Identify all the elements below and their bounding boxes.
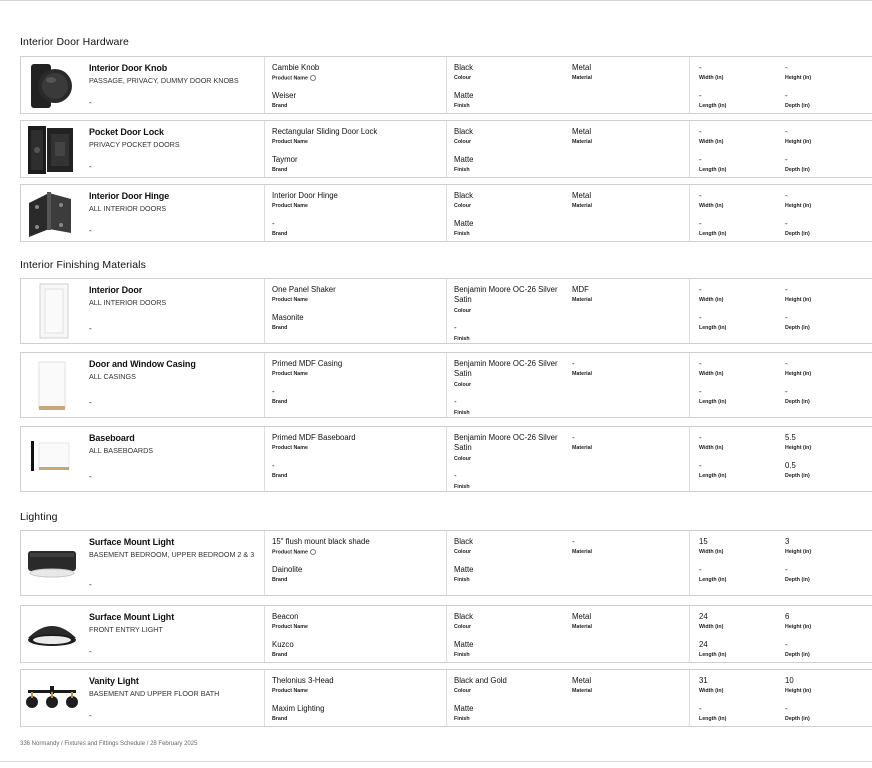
- material-cell: [563, 606, 690, 662]
- section-title-finishing-materials: Interior Finishing Materials: [20, 259, 146, 271]
- colour-label: Colour: [454, 382, 472, 388]
- product-name-label: Product Name: [272, 688, 308, 694]
- depth-label: Depth (in): [785, 473, 810, 479]
- product-name-value: Beacon: [272, 612, 299, 621]
- brand-label: Brand: [272, 652, 288, 658]
- product-brand-cell: [265, 121, 447, 177]
- height-value: 3: [785, 537, 790, 546]
- length-value: -: [699, 219, 702, 228]
- width-value: -: [699, 359, 702, 368]
- depth-value: -: [785, 387, 788, 396]
- product-name-value: Thelonius 3-Head: [272, 676, 334, 685]
- depth-label: Depth (in): [785, 231, 810, 237]
- height-value: -: [785, 191, 788, 200]
- material-value: -: [572, 359, 575, 368]
- brand-label: Brand: [272, 716, 288, 722]
- width-length-cell: [690, 121, 776, 177]
- schedule-row: [20, 120, 872, 178]
- item-title: Interior Door: [89, 285, 143, 295]
- item-thumbnail: [21, 427, 87, 491]
- finish-label: Finish: [454, 336, 470, 342]
- finish-value: Matte: [454, 219, 474, 228]
- length-value: -: [699, 91, 702, 100]
- item-location: BASEMENT BEDROOM, UPPER BEDROOM 2 & 3: [89, 550, 255, 559]
- colour-finish-cell: [447, 606, 563, 662]
- height-value: 6: [785, 612, 790, 621]
- height-label: Height (in): [785, 549, 812, 555]
- width-label: Width (in): [699, 75, 724, 81]
- colour-label: Colour: [454, 308, 472, 314]
- finish-value: Matte: [454, 91, 474, 100]
- brand-value: Masonite: [272, 313, 304, 322]
- material-label: Material: [572, 139, 593, 145]
- material-cell: [563, 670, 690, 726]
- item-location: PASSAGE, PRIVACY, DUMMY DOOR KNOBS: [89, 76, 239, 85]
- item-thumbnail: [21, 279, 87, 343]
- finish-value: Matte: [454, 565, 474, 574]
- schedule-row: [20, 278, 872, 344]
- width-length-cell: [690, 185, 776, 241]
- height-depth-cell: [776, 121, 872, 177]
- colour-label: Colour: [454, 624, 472, 630]
- item-name-cell: [87, 185, 265, 241]
- length-label: Length (in): [699, 577, 727, 583]
- width-label: Width (in): [699, 445, 724, 451]
- width-label: Width (in): [699, 624, 724, 630]
- width-value: -: [699, 127, 702, 136]
- height-value: 5.5: [785, 433, 796, 442]
- link-icon[interactable]: [309, 548, 317, 556]
- colour-value: Black: [454, 63, 474, 72]
- schedule-row: [20, 352, 872, 418]
- casing-icon: [33, 358, 73, 414]
- height-depth-cell: [776, 57, 872, 113]
- width-label: Width (in): [699, 688, 724, 694]
- colour-value: Benjamin Moore OC-26 Silver Satin: [454, 359, 558, 378]
- item-name-cell: [87, 670, 265, 726]
- item-name-cell: [87, 531, 265, 595]
- product-brand-cell: [265, 57, 447, 113]
- baseboard-icon: [29, 439, 73, 479]
- colour-value: Black: [454, 537, 474, 546]
- colour-finish-cell: [447, 531, 563, 595]
- item-title: Door and Window Casing: [89, 359, 196, 369]
- colour-finish-cell: [447, 670, 563, 726]
- depth-label: Depth (in): [785, 716, 810, 722]
- item-note: -: [89, 398, 92, 407]
- item-location: PRIVACY POCKET DOORS: [89, 140, 180, 149]
- brand-label: Brand: [272, 473, 288, 479]
- product-name-value: Primed MDF Casing: [272, 359, 343, 368]
- item-location: ALL CASINGS: [89, 372, 136, 381]
- product-name-label: Product Name: [272, 203, 308, 209]
- length-label: Length (in): [699, 103, 727, 109]
- item-location: FRONT ENTRY LIGHT: [89, 625, 163, 634]
- brand-value: Maxim Lighting: [272, 704, 325, 713]
- depth-label: Depth (in): [785, 399, 810, 405]
- colour-value: Black: [454, 127, 474, 136]
- product-name-value: 15" flush mount black shade: [272, 537, 370, 546]
- material-value: Metal: [572, 127, 592, 136]
- material-label: Material: [572, 371, 593, 377]
- material-label: Material: [572, 445, 593, 451]
- colour-value: Benjamin Moore OC-26 Silver Satin: [454, 285, 558, 304]
- finish-value: Matte: [454, 155, 474, 164]
- product-brand-cell: [265, 427, 447, 491]
- item-thumbnail: [21, 185, 87, 241]
- material-label: Material: [572, 688, 593, 694]
- material-cell: [563, 121, 690, 177]
- product-name-label: Product Name: [272, 139, 308, 145]
- width-length-cell: [690, 57, 776, 113]
- finish-value: -: [454, 397, 457, 406]
- item-location: ALL INTERIOR DOORS: [89, 204, 167, 213]
- finish-label: Finish: [454, 410, 470, 416]
- product-name-label: Product Name: [272, 445, 308, 451]
- brand-value: Kuzco: [272, 640, 294, 649]
- colour-value: Black: [454, 191, 474, 200]
- material-cell: [563, 185, 690, 241]
- height-depth-cell: [776, 279, 872, 343]
- height-label: Height (in): [785, 297, 812, 303]
- brand-value: Taymor: [272, 155, 298, 164]
- depth-value: -: [785, 704, 788, 713]
- product-name-label: Product Name: [272, 371, 308, 377]
- length-value: -: [699, 565, 702, 574]
- width-label: Width (in): [699, 203, 724, 209]
- item-name-cell: [87, 57, 265, 113]
- width-label: Width (in): [699, 297, 724, 303]
- top-divider: [0, 0, 872, 1]
- finish-label: Finish: [454, 716, 470, 722]
- colour-label: Colour: [454, 549, 472, 555]
- height-value: -: [785, 285, 788, 294]
- width-length-cell: [690, 531, 776, 595]
- material-label: Material: [572, 624, 593, 630]
- height-label: Height (in): [785, 203, 812, 209]
- item-title: Interior Door Knob: [89, 63, 168, 73]
- brand-label: Brand: [272, 167, 288, 173]
- item-note: -: [89, 162, 92, 171]
- section-title-lighting: Lighting: [20, 511, 58, 523]
- brand-value: -: [272, 219, 275, 228]
- pocket-lock-icon: [25, 124, 77, 176]
- door-knob-icon: [25, 62, 77, 110]
- product-name-label: Product Name: [272, 75, 316, 81]
- width-value: 31: [699, 676, 708, 685]
- length-value: -: [699, 313, 702, 322]
- height-depth-cell: [776, 606, 872, 662]
- material-value: Metal: [572, 191, 592, 200]
- flush-light-icon: [24, 543, 80, 583]
- page-footer: 336 Normandy / Fixtures and Fittings Schedule / 28 February 2025: [20, 741, 198, 747]
- depth-value: -: [785, 155, 788, 164]
- finish-value: Matte: [454, 704, 474, 713]
- hinge-icon: [25, 189, 75, 239]
- length-label: Length (in): [699, 167, 727, 173]
- item-thumbnail: [21, 121, 87, 177]
- finish-label: Finish: [454, 231, 470, 237]
- width-label: Width (in): [699, 139, 724, 145]
- item-thumbnail: [21, 670, 87, 726]
- colour-finish-cell: [447, 279, 563, 343]
- height-value: -: [785, 127, 788, 136]
- item-thumbnail: [21, 353, 87, 417]
- brand-value: -: [272, 461, 275, 470]
- item-location: BASEMENT AND UPPER FLOOR BATH: [89, 689, 220, 698]
- colour-label: Colour: [454, 203, 472, 209]
- height-label: Height (in): [785, 445, 812, 451]
- depth-value: -: [785, 565, 788, 574]
- length-label: Length (in): [699, 716, 727, 722]
- item-note: -: [89, 647, 92, 656]
- material-cell: [563, 353, 690, 417]
- product-brand-cell: [265, 531, 447, 595]
- vanity-light-icon: [24, 682, 80, 718]
- item-name-cell: [87, 427, 265, 491]
- product-name-value: Primed MDF Baseboard: [272, 433, 356, 442]
- width-length-cell: [690, 353, 776, 417]
- material-value: -: [572, 433, 575, 442]
- depth-label: Depth (in): [785, 167, 810, 173]
- item-title: Vanity Light: [89, 676, 139, 686]
- dome-light-icon: [24, 616, 80, 652]
- brand-label: Brand: [272, 577, 288, 583]
- height-depth-cell: [776, 531, 872, 595]
- colour-finish-cell: [447, 57, 563, 113]
- item-title: Interior Door Hinge: [89, 191, 170, 201]
- product-name-value: Cambie Knob: [272, 63, 320, 72]
- item-title: Surface Mount Light: [89, 537, 175, 547]
- product-name-value: Interior Door Hinge: [272, 191, 338, 200]
- length-value: -: [699, 387, 702, 396]
- schedule-row: [20, 56, 872, 114]
- product-name-value: One Panel Shaker: [272, 285, 336, 294]
- product-brand-cell: [265, 185, 447, 241]
- material-value: Metal: [572, 676, 592, 685]
- length-label: Length (in): [699, 231, 727, 237]
- item-location: ALL BASEBOARDS: [89, 446, 154, 455]
- length-value: -: [699, 155, 702, 164]
- material-label: Material: [572, 549, 593, 555]
- item-title: Surface Mount Light: [89, 612, 175, 622]
- length-label: Length (in): [699, 399, 727, 405]
- item-name-cell: [87, 353, 265, 417]
- length-value: 24: [699, 640, 708, 649]
- finish-value: -: [454, 471, 457, 480]
- length-value: -: [699, 461, 702, 470]
- width-length-cell: [690, 427, 776, 491]
- item-title: Pocket Door Lock: [89, 127, 164, 137]
- material-cell: [563, 531, 690, 595]
- product-brand-cell: [265, 670, 447, 726]
- colour-value: Benjamin Moore OC-26 Silver Satin: [454, 433, 558, 452]
- product-name-label: Product Name: [272, 624, 308, 630]
- product-brand-cell: [265, 279, 447, 343]
- colour-label: Colour: [454, 75, 472, 81]
- item-thumbnail: [21, 531, 87, 595]
- height-depth-cell: [776, 185, 872, 241]
- depth-label: Depth (in): [785, 325, 810, 331]
- schedule-row: [20, 426, 872, 492]
- colour-value: Black: [454, 612, 474, 621]
- item-note: -: [89, 226, 92, 235]
- item-thumbnail: [21, 606, 87, 662]
- finish-value: -: [454, 323, 457, 332]
- height-label: Height (in): [785, 371, 812, 377]
- colour-finish-cell: [447, 121, 563, 177]
- material-label: Material: [572, 203, 593, 209]
- item-title: Baseboard: [89, 433, 135, 443]
- schedule-row: [20, 530, 872, 596]
- finish-label: Finish: [454, 103, 470, 109]
- colour-label: Colour: [454, 688, 472, 694]
- finish-label: Finish: [454, 652, 470, 658]
- schedule-row: [20, 669, 872, 727]
- depth-label: Depth (in): [785, 103, 810, 109]
- height-value: 10: [785, 676, 794, 685]
- finish-value: Matte: [454, 640, 474, 649]
- width-value: -: [699, 433, 702, 442]
- depth-label: Depth (in): [785, 652, 810, 658]
- length-label: Length (in): [699, 473, 727, 479]
- width-value: 15: [699, 537, 708, 546]
- height-label: Height (in): [785, 624, 812, 630]
- height-label: Height (in): [785, 688, 812, 694]
- product-name-label: Product Name: [272, 549, 316, 555]
- material-value: MDF: [572, 285, 589, 294]
- colour-label: Colour: [454, 139, 472, 145]
- width-length-cell: [690, 606, 776, 662]
- finish-label: Finish: [454, 484, 470, 490]
- height-depth-cell: [776, 670, 872, 726]
- height-label: Height (in): [785, 75, 812, 81]
- product-name-value: Rectangular Sliding Door Lock: [272, 127, 378, 136]
- material-value: Metal: [572, 63, 592, 72]
- brand-value: -: [272, 387, 275, 396]
- colour-finish-cell: [447, 185, 563, 241]
- brand-label: Brand: [272, 231, 288, 237]
- item-name-cell: [87, 121, 265, 177]
- height-depth-cell: [776, 427, 872, 491]
- finish-label: Finish: [454, 577, 470, 583]
- width-label: Width (in): [699, 549, 724, 555]
- material-label: Material: [572, 297, 593, 303]
- material-cell: [563, 57, 690, 113]
- door-panel-icon: [39, 283, 69, 339]
- width-value: -: [699, 191, 702, 200]
- height-label: Height (in): [785, 139, 812, 145]
- height-value: -: [785, 63, 788, 72]
- length-value: -: [699, 704, 702, 713]
- item-thumbnail: [21, 57, 87, 113]
- depth-value: -: [785, 91, 788, 100]
- width-value: -: [699, 63, 702, 72]
- width-label: Width (in): [699, 371, 724, 377]
- colour-finish-cell: [447, 353, 563, 417]
- material-label: Material: [572, 75, 593, 81]
- brand-label: Brand: [272, 325, 288, 331]
- item-note: -: [89, 580, 92, 589]
- width-length-cell: [690, 279, 776, 343]
- item-name-cell: [87, 279, 265, 343]
- schedule-row: [20, 605, 872, 663]
- length-label: Length (in): [699, 325, 727, 331]
- material-cell: [563, 427, 690, 491]
- width-length-cell: [690, 670, 776, 726]
- height-depth-cell: [776, 353, 872, 417]
- material-cell: [563, 279, 690, 343]
- item-location: ALL INTERIOR DOORS: [89, 298, 167, 307]
- brand-value: Weiser: [272, 91, 297, 100]
- width-value: -: [699, 285, 702, 294]
- colour-label: Colour: [454, 456, 472, 462]
- item-name-cell: [87, 606, 265, 662]
- brand-label: Brand: [272, 399, 288, 405]
- item-note: -: [89, 324, 92, 333]
- depth-label: Depth (in): [785, 577, 810, 583]
- height-value: -: [785, 359, 788, 368]
- item-note: -: [89, 472, 92, 481]
- material-value: -: [572, 537, 575, 546]
- link-icon[interactable]: [309, 74, 317, 82]
- width-value: 24: [699, 612, 708, 621]
- item-note: -: [89, 711, 92, 720]
- product-brand-cell: [265, 353, 447, 417]
- brand-value: Dainolite: [272, 565, 303, 574]
- depth-value: -: [785, 640, 788, 649]
- bottom-divider: [0, 761, 872, 762]
- colour-finish-cell: [447, 427, 563, 491]
- depth-value: -: [785, 313, 788, 322]
- finish-label: Finish: [454, 167, 470, 173]
- product-brand-cell: [265, 606, 447, 662]
- brand-label: Brand: [272, 103, 288, 109]
- length-label: Length (in): [699, 652, 727, 658]
- depth-value: -: [785, 219, 788, 228]
- product-name-label: Product Name: [272, 297, 308, 303]
- section-title-door-hardware: Interior Door Hardware: [20, 36, 129, 48]
- item-note: -: [89, 98, 92, 107]
- schedule-row: [20, 184, 872, 242]
- colour-value: Black and Gold: [454, 676, 507, 685]
- material-value: Metal: [572, 612, 592, 621]
- depth-value: 0.5: [785, 461, 796, 470]
